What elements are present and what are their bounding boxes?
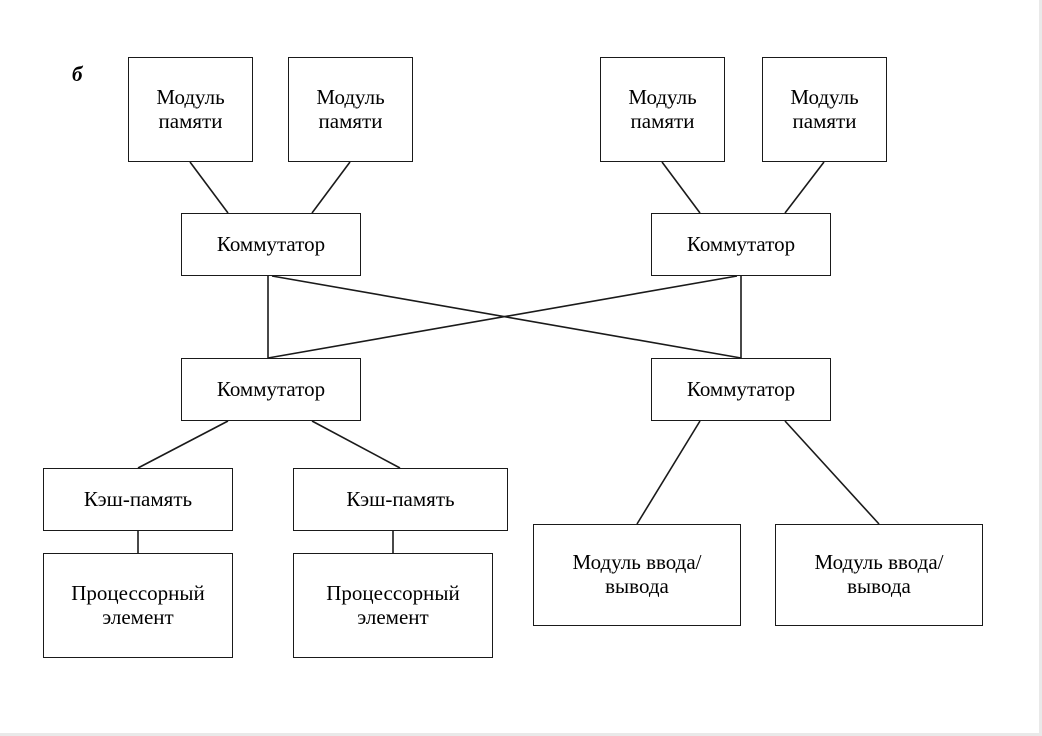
connector-line	[637, 421, 700, 524]
connector-line	[785, 421, 879, 524]
node-label-line1: Коммутатор	[686, 231, 796, 256]
connector-line	[312, 421, 400, 468]
connector-line	[268, 276, 737, 358]
node-mem3	[600, 57, 725, 162]
node-io1	[533, 524, 741, 626]
connector-line	[138, 421, 228, 468]
node-label-line2: памяти	[158, 108, 223, 133]
node-label-line1: Модуль	[790, 84, 859, 109]
node-label-line1: Модуль	[156, 84, 225, 109]
node-label-line1: Процессорный	[326, 580, 460, 605]
node-label-line2: памяти	[792, 108, 857, 133]
node-label-line1: Модуль ввода/	[814, 550, 944, 575]
node-mem1	[128, 57, 253, 162]
node-sw-bottom-left	[181, 358, 361, 421]
node-label-line2: элемент	[102, 604, 174, 629]
node-label-line1: Модуль	[628, 84, 697, 109]
node-label-line2: памяти	[630, 108, 695, 133]
figure-label: б	[72, 62, 83, 86]
node-pe1	[43, 553, 233, 658]
connector-line	[272, 276, 741, 358]
node-mem2	[288, 57, 413, 162]
node-sw-top-left	[181, 213, 361, 276]
node-label-line1: Коммутатор	[216, 376, 326, 401]
node-cache2	[293, 468, 508, 531]
node-io2	[775, 524, 983, 626]
node-cache1	[43, 468, 233, 531]
node-mem4	[762, 57, 887, 162]
node-label-line1: Кэш-память	[83, 486, 193, 511]
node-label-line1: Кэш-память	[346, 486, 455, 511]
node-pe2	[293, 553, 493, 658]
node-label-line2: элемент	[357, 604, 429, 629]
node-label-line2: вывода	[847, 574, 911, 598]
node-label-line2: вывода	[605, 574, 669, 598]
node-label-line1: Модуль ввода/	[572, 550, 702, 575]
node-sw-bottom-right	[651, 358, 831, 421]
node-label-line1: Коммутатор	[686, 376, 796, 401]
connector-line	[190, 162, 228, 213]
connector-line	[312, 162, 350, 213]
node-label-line1: Коммутатор	[216, 231, 326, 256]
connector-line	[785, 162, 824, 213]
node-label-line1: Процессорный	[71, 580, 205, 605]
node-label-line1: Модуль	[316, 84, 385, 109]
connector-line	[662, 162, 700, 213]
node-label-line2: памяти	[318, 108, 383, 133]
node-sw-top-right	[651, 213, 831, 276]
